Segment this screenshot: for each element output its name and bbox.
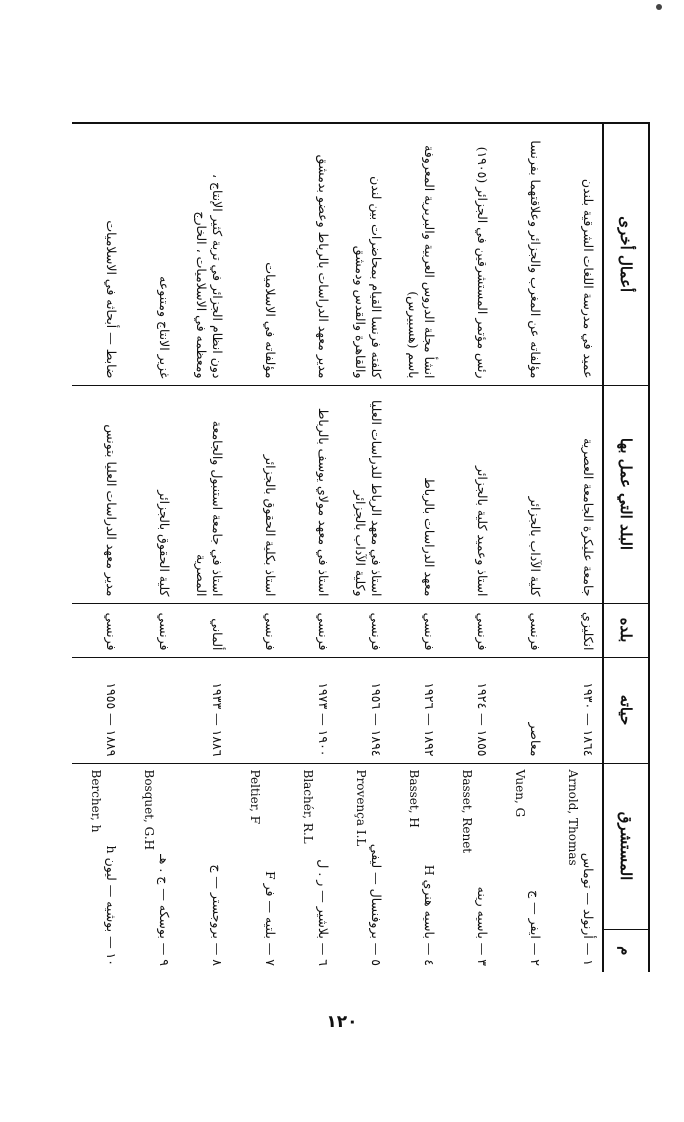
lifespan-cell	[231, 657, 284, 763]
work-cell: استاذ في جامعة استنبول والجامعة المصرية	[178, 385, 231, 603]
table-row	[390, 123, 443, 972]
orientalist-cell	[390, 763, 443, 972]
orientalist-name-ar: ١٠ — بوشيه — ليون h	[104, 845, 119, 966]
lifespan-cell: ١٨٩٢ — ١٩٢٦	[390, 657, 443, 763]
other-works-cell: كلفته فرنسا القيام بمحاضرات بين لندن والقاهرة والقدس ودمشق	[337, 123, 390, 385]
orientalist-name-en: Peltier, F	[248, 769, 263, 825]
country-cell: فرنسي	[496, 603, 549, 657]
rotated-table	[72, 122, 650, 972]
country-cell: فرنسي	[337, 603, 390, 657]
other-works-cell: غزير الانتاج ومتنوعه	[125, 123, 178, 385]
country-cell: ألماني	[178, 603, 231, 657]
orientalist-name-ar: ٤ — باسيه هنري H	[422, 864, 437, 966]
orientalist-name-en: Basset, H	[407, 769, 422, 828]
lifespan-cell: معاصر	[496, 657, 549, 763]
table-row	[443, 123, 496, 972]
table-row	[284, 123, 337, 972]
orientalist-name-ar: ٢ — ايفر — ج	[528, 890, 543, 966]
orientalist-cell	[178, 763, 231, 972]
country-cell: فرنسي	[72, 603, 125, 657]
other-works-cell: مؤلفاته عن المغرب والجزائر وعلاقتهما بفرنسا	[496, 123, 549, 385]
table-row	[72, 123, 125, 972]
orientalist-cell	[284, 763, 337, 972]
orientalist-name-ar: ٥ — بروفنسال — ليفي	[369, 843, 384, 966]
country-cell: انكليزي	[549, 603, 603, 657]
orientalist-name-en: Arnold, Thomas	[566, 769, 581, 866]
orientalist-name-ar: ٩ — بوسكه — ج . هـ	[157, 854, 172, 966]
header-other-works: أعمال أخرى	[603, 123, 649, 385]
orientalist-name-ar: ١ — أرنولد — توماس	[581, 852, 596, 966]
table-row	[125, 123, 178, 972]
header-orientalist: المستشرق	[603, 763, 649, 929]
work-cell: كلية الآداب بالجزائر	[496, 385, 549, 603]
orientalist-name-ar: ٦ — بلاشير — ر . ل	[316, 859, 331, 966]
other-works-cell: مؤلفاته في الاسلاميات	[231, 123, 284, 385]
orientalist-cell	[72, 763, 125, 972]
lifespan-cell: ١٩٠٠ — ١٩٧٣	[284, 657, 337, 763]
work-cell: كلية الحقوق بالجزائر	[125, 385, 178, 603]
orientalist-name-ar: ٣ — باسيه رينه	[475, 886, 490, 966]
table-row	[231, 123, 284, 972]
work-cell: استاذ بكلية الحقوق بالجزائر	[231, 385, 284, 603]
header-row	[603, 123, 649, 972]
lifespan-cell: ١٨٦٤ — ١٩٣٠	[549, 657, 603, 763]
country-cell: فرنسي	[284, 603, 337, 657]
orientalist-name-en: Vuen, G	[513, 769, 528, 818]
orientalist-cell	[231, 763, 284, 972]
country-cell: فرنسي	[231, 603, 284, 657]
orientalist-cell	[443, 763, 496, 972]
header-num: م	[603, 929, 649, 972]
work-cell: جامعة عليكرة الجامعة العصرية	[549, 385, 603, 603]
work-cell: معهد الدراسات بالرباط	[390, 385, 443, 603]
orientalist-cell	[337, 763, 390, 972]
header-country: بلده	[603, 603, 649, 657]
orientalist-name-en: Provença I.L	[354, 769, 369, 847]
lifespan-cell: ١٨٩٤ — ١٩٥٦	[337, 657, 390, 763]
country-cell: فرنسي	[390, 603, 443, 657]
lifespan-cell: ١٨٥٥ — ١٩٢٤	[443, 657, 496, 763]
table-row	[496, 123, 549, 972]
header-lifespan: حياته	[603, 657, 649, 763]
work-cell: استاذ في معهد مولاي يوسف بالرباط	[284, 385, 337, 603]
other-works-cell: انشأ مجلة الدروس العربية والبربرية المعروفة باسم (هسبيرس)	[390, 123, 443, 385]
other-works-cell: مدير معهد الدراسات بالرباط وعضو بدمشق	[284, 123, 337, 385]
country-cell: فرنسي	[125, 603, 178, 657]
header-work-country: البلد التي عمل بها	[603, 385, 649, 603]
orientalist-name-en: Bercher, h	[89, 769, 104, 833]
table-row	[549, 123, 603, 972]
orientalist-cell	[496, 763, 549, 972]
work-cell: مدير معهد الدراسات العليا بتونس	[72, 385, 125, 603]
other-works-cell: ضابط — أبحاثه في الاسلاميات	[72, 123, 125, 385]
orientalist-name-ar: ٧ — بلتيه — فر F	[263, 870, 278, 966]
country-cell: فرنسي	[443, 603, 496, 657]
orientalist-name-en: Blachér, R.L	[301, 769, 316, 844]
table-row	[337, 123, 390, 972]
lifespan-cell	[125, 657, 178, 763]
work-cell: استاذ في معهد الرباط للدراسات العليا وكلية الآداب بالجزائر	[337, 385, 390, 603]
rotated-table-frame	[72, 122, 650, 972]
orientalist-name-en: Bosquet, G.H	[142, 769, 157, 851]
orientalist-cell	[125, 763, 178, 972]
work-cell: استاذ وعميد كلية بالجزائر	[443, 385, 496, 603]
lifespan-cell: ١٨٨٦ — ١٩٣٣	[178, 657, 231, 763]
lifespan-cell: ١٨٨٩ — ١٩٥٥	[72, 657, 125, 763]
orientalist-cell	[549, 763, 603, 972]
table-row	[178, 123, 231, 972]
orientalists-table	[72, 122, 650, 972]
orientalist-name-ar: ٨ — بروجستر — ج	[210, 864, 225, 966]
other-works-cell: دون انظام الجزائر في تربة كثير الإنتاج ، ومعظمه في الاسلاميات ، الخارج	[178, 123, 231, 385]
orientalist-name-en: Basset, Renet	[460, 769, 475, 854]
page-number: ١٢٠	[326, 1012, 358, 1032]
other-works-cell: عميد في مدرسة اللغات الشرقية بلندن	[549, 123, 603, 385]
corner-mark	[656, 4, 662, 10]
other-works-cell: رئس مؤتمر المستشرقين في الجزائر (١٩٠٥)	[443, 123, 496, 385]
